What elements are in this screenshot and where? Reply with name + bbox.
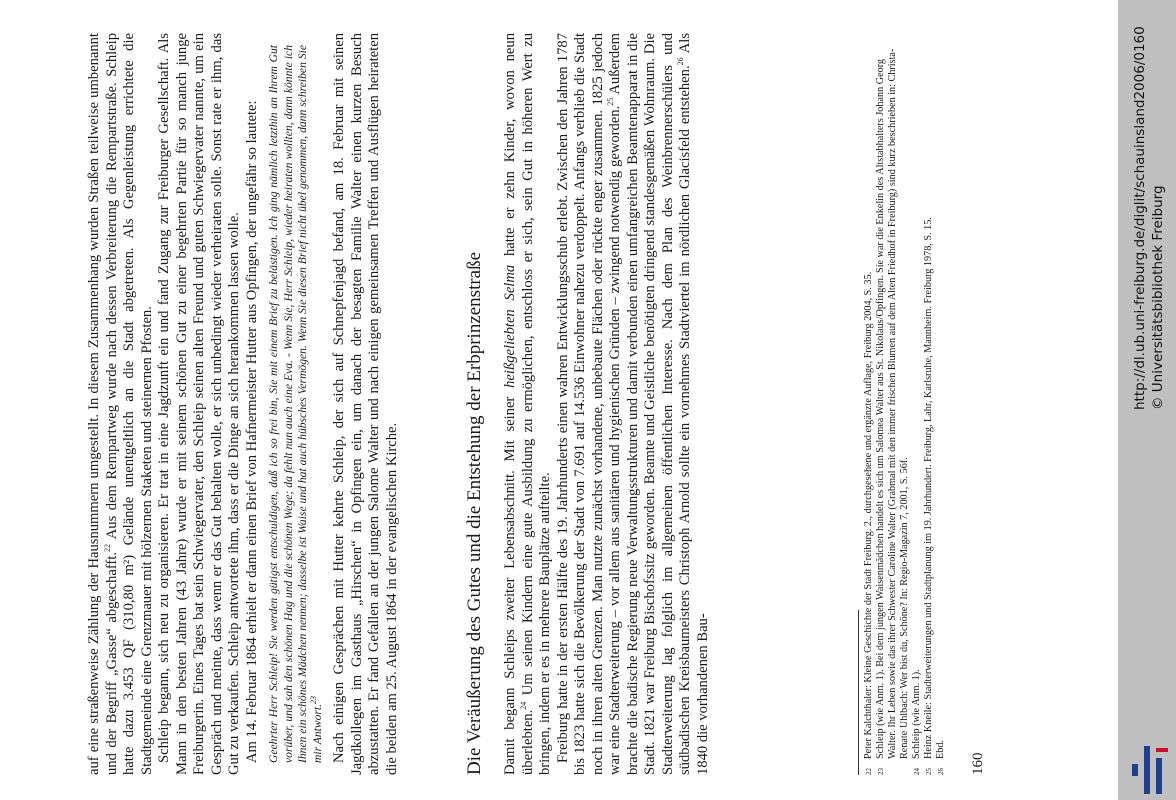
footnote-26 [935,33,947,775]
paragraph-5-text-b: hatte er zehn Kinder, wovon neun überlebten. [502,33,536,775]
footnote-number: 26 [937,768,945,775]
rotated-page-content [86,33,986,775]
footnote-24 [911,33,923,775]
footnote-number: 25 [925,768,933,775]
footnote-text: Schleip (wie Anm. 1). [911,669,922,759]
footnote-23 [875,33,911,775]
footnote-ref-25: 25 [606,97,616,106]
paragraph-1-text-a: auf eine straßenweise Zählung der Hausnummern umgestellt. In diesem Zusammenhang wurden Straßen teilweise umbenannt und der Begriff „Gasse“ abgeschafft. [86,33,120,775]
paragraph-6-text-c: Als 1840 die vorhandenen Bau- [677,33,711,775]
text-block-upper [86,33,401,775]
text-block-lower [446,33,712,775]
footnote-text: Ebd. [935,740,946,759]
paragraph-5 [502,33,555,775]
logo-bar-blue-3 [1132,764,1138,776]
paragraph-5-italic: heißgeliebten Selma [502,264,518,388]
footnote-rule [858,610,859,775]
footnotes [858,33,947,775]
footnote-number: 24 [913,768,921,775]
paragraph-5-text-c: Um seinen Kindern eine gute Ausbildung zu ermöglichen, entschloss er sich, sein Gut in höheren Wert zu bringen, indem er es in mehrere Bauplätze aufteilte. [519,33,553,775]
source-url-link[interactable]: http://dl.ub.uni-freiburg.de/diglit/schauinsland2006/0160 [1132,26,1148,410]
paragraph-4: Nach einigen Gesprächen mit Hutter kehrte Schleip, der sich auf Schnepfenjagd befand, am 18. Februar mit seinen Jagdkollegen im Gasthaus „Hirschen“ in Opfingen ein, um danach der besagten Familie Walter einen kurzen Besuch abzustatten. Er fand Gefallen an der jungen Salome Walter und nach einigen gemeinsamen Treffen und Ausflügen heirateten die beiden am 25. August 1864 in der evangelischen Kirche. [331,33,400,775]
page-number: 160 [970,752,986,775]
logo-bar-blue-1 [1144,746,1150,794]
footnote-22 [863,33,875,775]
paragraph-6 [555,33,713,775]
footnote-25 [923,33,935,775]
footnote-ref-24: 24 [518,701,528,710]
footnote-text: Schleip (wie Anm. 1). Bei dem jungen Waisenmädchen handelt es sich um Salomea Walter aus St. Nikolaus/Opfingen. Sie war die Enkelin des Altstabhalters Johann Georg Walter. Ihr Leben sowie das ihrer Schwester Caroline Walter (Grabmal mit den immer frischen Blumen auf dem Alten Friedhof in Freiburg) sind kurz beschrieben in: Christa-Renate Uhlbach: Wer bist du, Schöne? In: Regio-Magazin 7, 2001, S. 56f. [875,48,910,759]
paragraph-6-text-a: Freiburg hatte in der ersten Hälfte des 19. Jahrhunderts einen wahren Entwicklungsschub erlebt. Zwischen den Jahren 1787 bis 1823 hatte sich die Bevölkerung der Stadt von 7.691 auf 14.536 Einwohner nahezu verdoppelt. Anfangs verblieb die Stadt noch in ihren alten Grenzen. Man nutzte zunächst vorhandene, unbebaute Flächen oder rückte enger zusammen. 1825 jedoch war eine Stadterweiterung – vor allem aus sanitären und hygienischen Gründen – zwingend notwendig geworden. [554,33,623,775]
footnote-ref-26: 26 [676,57,686,66]
university-library-logo [1126,744,1172,796]
logo-bar-blue-2 [1156,758,1162,794]
footnote-ref-22: 22 [102,544,112,552]
footnote-ref-23: 23 [308,695,318,704]
paragraph-2: Schleip begann, sich neu zu organisieren. Er trat in eine Jagdzunft ein und fand Zugang zur Freiburger Gesellschaft. Als Mann in den besten Jahren (43 Jahre) wurde er mit seinem schönen Gut zu einer begehrten Partie für so manch junge Freiburgerin. Eines Tages bat sein Schwiegervater, den Schleip seinen alten Freund und guten Schwiegervater nannte, um ein Gespräch und meinte, dass wenn er das Gut behalten wolle, er sich unbedingt wieder verheiraten solle. Sonst rate er ihm, das Gut zu verkaufen. Schleip antwortete ihm, dass er die Dinge an sich herankommen lassen wolle. [156,33,242,775]
footnote-text: Peter Kalchthaler: Kleine Geschichte der Stadt Freiburg. 2., durchgesehene und ergänzte Auflage, Freiburg 2004, S. 35. [863,271,874,759]
paragraph-6-text-b: Außerdem brachte die badische Regierung neue Verwaltungsstrukturen und damit verbunden einen umfangreichen Beamtenapparat in die Stadt. 1821 war Freiburg Bischofssitz geworden. Beamte und Geistliche benötigten dringend standesgemäßen Wohnraum. Die Stadterweiterung lag folglich im allgemeinen öffentlichen Interesse. Nach dem Plan des Weinbrennerschülers und südbadischen Kreisbaumeisters Christoph Arnold sollte ein vornehmes Stadtviertel im nördlichen Glacisfeld entstehen. [607,33,693,775]
paragraph-1-text-b: Aus dem Rempartweg wurde nach dessen Verbreiterung die Rempartstraße. Schleip hatte dazu 3.453 QF (310,80 m²) Gelände unentgeltlich an die Stadt abgetreten. Als Gegenleistung errichtete die Stadtgemeinde eine Grenzmauer mit hölzernen Staketen und steinernen Pfosten. [103,33,155,775]
letter-quote-text: Geehrter Herr Schleip! Sie werden gütigst entschuldigen, daß ich so frei bin, Sie mit einem Brief zu belästigen. Ich ging nämlich letzthin an Ihrem Gut vorüber, und sah den schönen Hag und die schönen Wege; da fehlt nun auch eine Eva. - Wenn Sie, Herr Schleip, wieder heiraten wollten, dann könnte ich Ihnen ein schönes Mädchen nennen; dasselbe ist Waise und hat auch hübsches Vermögen. Wenn Sie diesen Brief nicht übel genommen, dann schreiben Sie mir Antwort. [267,45,324,763]
paragraph-3: Am 14. Februar 1864 erhielt er dann einen Brief von Hafnermeister Hutter aus Opfingen, der ungefähr so lautete: [243,100,260,763]
copyright-notice: © Universitätsbibliothek Freiburg [1150,185,1166,410]
footnote-number: 23 [877,768,885,775]
paragraph-5-text-a: Damit begann Schleips zweiter Lebensabschnitt. Mit seiner [502,387,518,775]
paragraph-1 [86,33,156,775]
section-heading: Die Veräußerung des Gutes und die Entstehung der Erbprinzenstraße [464,251,485,775]
letter-quote [267,33,325,775]
footnote-number: 22 [865,768,873,775]
logo-bar-red [1156,748,1168,752]
footnote-text: Heinz Kneile: Stadterweiterungen und Stadtplanung im 19. Jahrhundert. Freiburg, Lahr, Karlsruhe, Mannheim. Freiburg 1978, S. 15. [923,217,934,759]
